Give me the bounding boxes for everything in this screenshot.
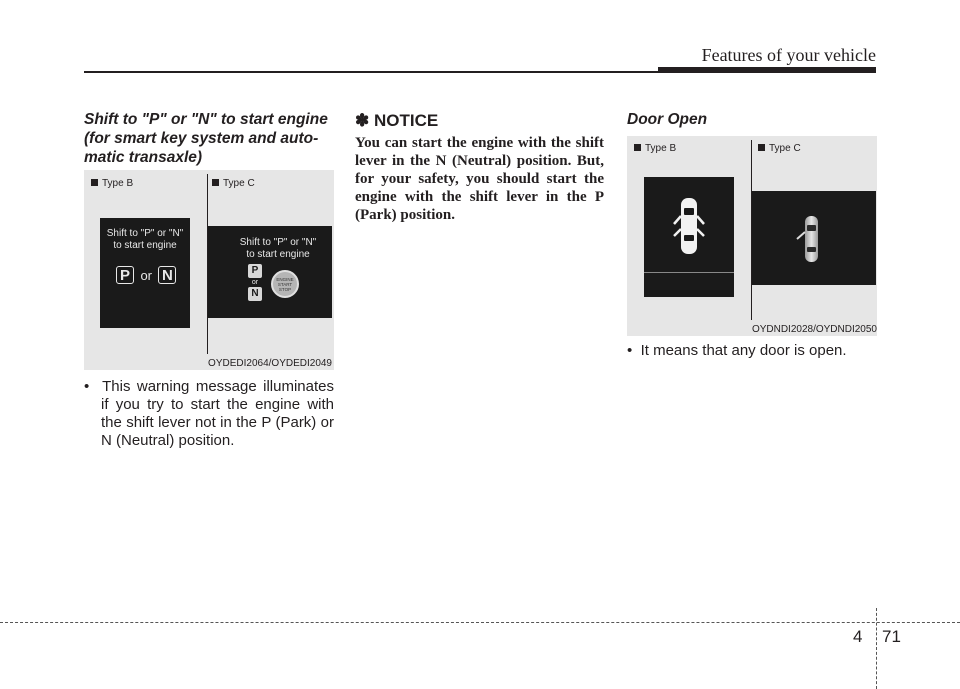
bullet-item [84,378,334,450]
screen-message: Shift to "P" or "N" to start engine [106,228,184,251]
or-text: or [140,268,153,283]
park-key-icon: P [248,264,262,278]
engine-start-button-icon: ENGINE START STOP [271,270,299,298]
car-doors-open-icon [672,195,706,257]
figure-caption: OYDEDI2064/OYDEDI2049 [208,358,332,369]
section-title-line: matic transaxle) [84,149,203,166]
type-c-label: Type C [758,143,801,154]
section-title-door-open: Door Open [627,111,708,128]
bullet-text: • It means that any door is open. [627,342,847,359]
notice-title: ✽ NOTICE [355,111,439,130]
cluster-screen-type-c [752,191,876,285]
bullet-text: • This warning message illuminates if you try to start the engine with the shift lever not in the P (Park) or N (Neutral) position. [84,378,334,449]
car-door-open-icon [796,213,826,265]
section-title-line: (for smart key system and auto- [84,130,319,147]
cluster-screen-type-b [644,177,734,297]
square-bullet-icon [212,179,219,186]
screen-message: Shift to "P" or "N" to start engine [239,237,317,260]
figure-door-panel [627,136,877,336]
park-key-icon: P [116,266,134,284]
screen-separator [644,272,734,273]
cluster-screen-type-c [208,226,332,318]
bullet-item [627,342,877,360]
page-number: 71 [882,627,901,646]
gear-keys [116,266,176,285]
notice-body: You can start the engine with the shift lever in the N (Neutral) position. But, for your safety, you should start the engine with the shift lever in the P (Park) position. [355,135,604,223]
or-text: or [251,279,259,286]
notice-asterisk-icon: ✽ [355,111,370,130]
chapter-number: 4 [853,627,863,646]
type-c-label: Type C [212,178,255,189]
cluster-screen-type-b [100,218,190,328]
gear-keys-vertical [248,264,262,301]
footer-rule [0,622,960,623]
neutral-key-icon: N [158,266,176,284]
footer-vertical-rule [876,608,877,689]
square-bullet-icon [634,144,641,151]
section-title-shift [84,110,354,167]
type-b-label: Type B [91,178,133,189]
type-b-label: Type B [634,143,676,154]
section-title-line: Shift to "P" or "N" to start engine [84,111,328,128]
figure-caption: OYDNDI2028/OYDNDI2050 [751,324,877,335]
square-bullet-icon [758,144,765,151]
neutral-key-icon: N [248,287,262,301]
header-title: Features of your vehicle [701,45,876,65]
header-rule-accent [658,67,876,73]
figure-shift-panel [84,170,334,370]
square-bullet-icon [91,179,98,186]
header-rule [84,71,660,73]
